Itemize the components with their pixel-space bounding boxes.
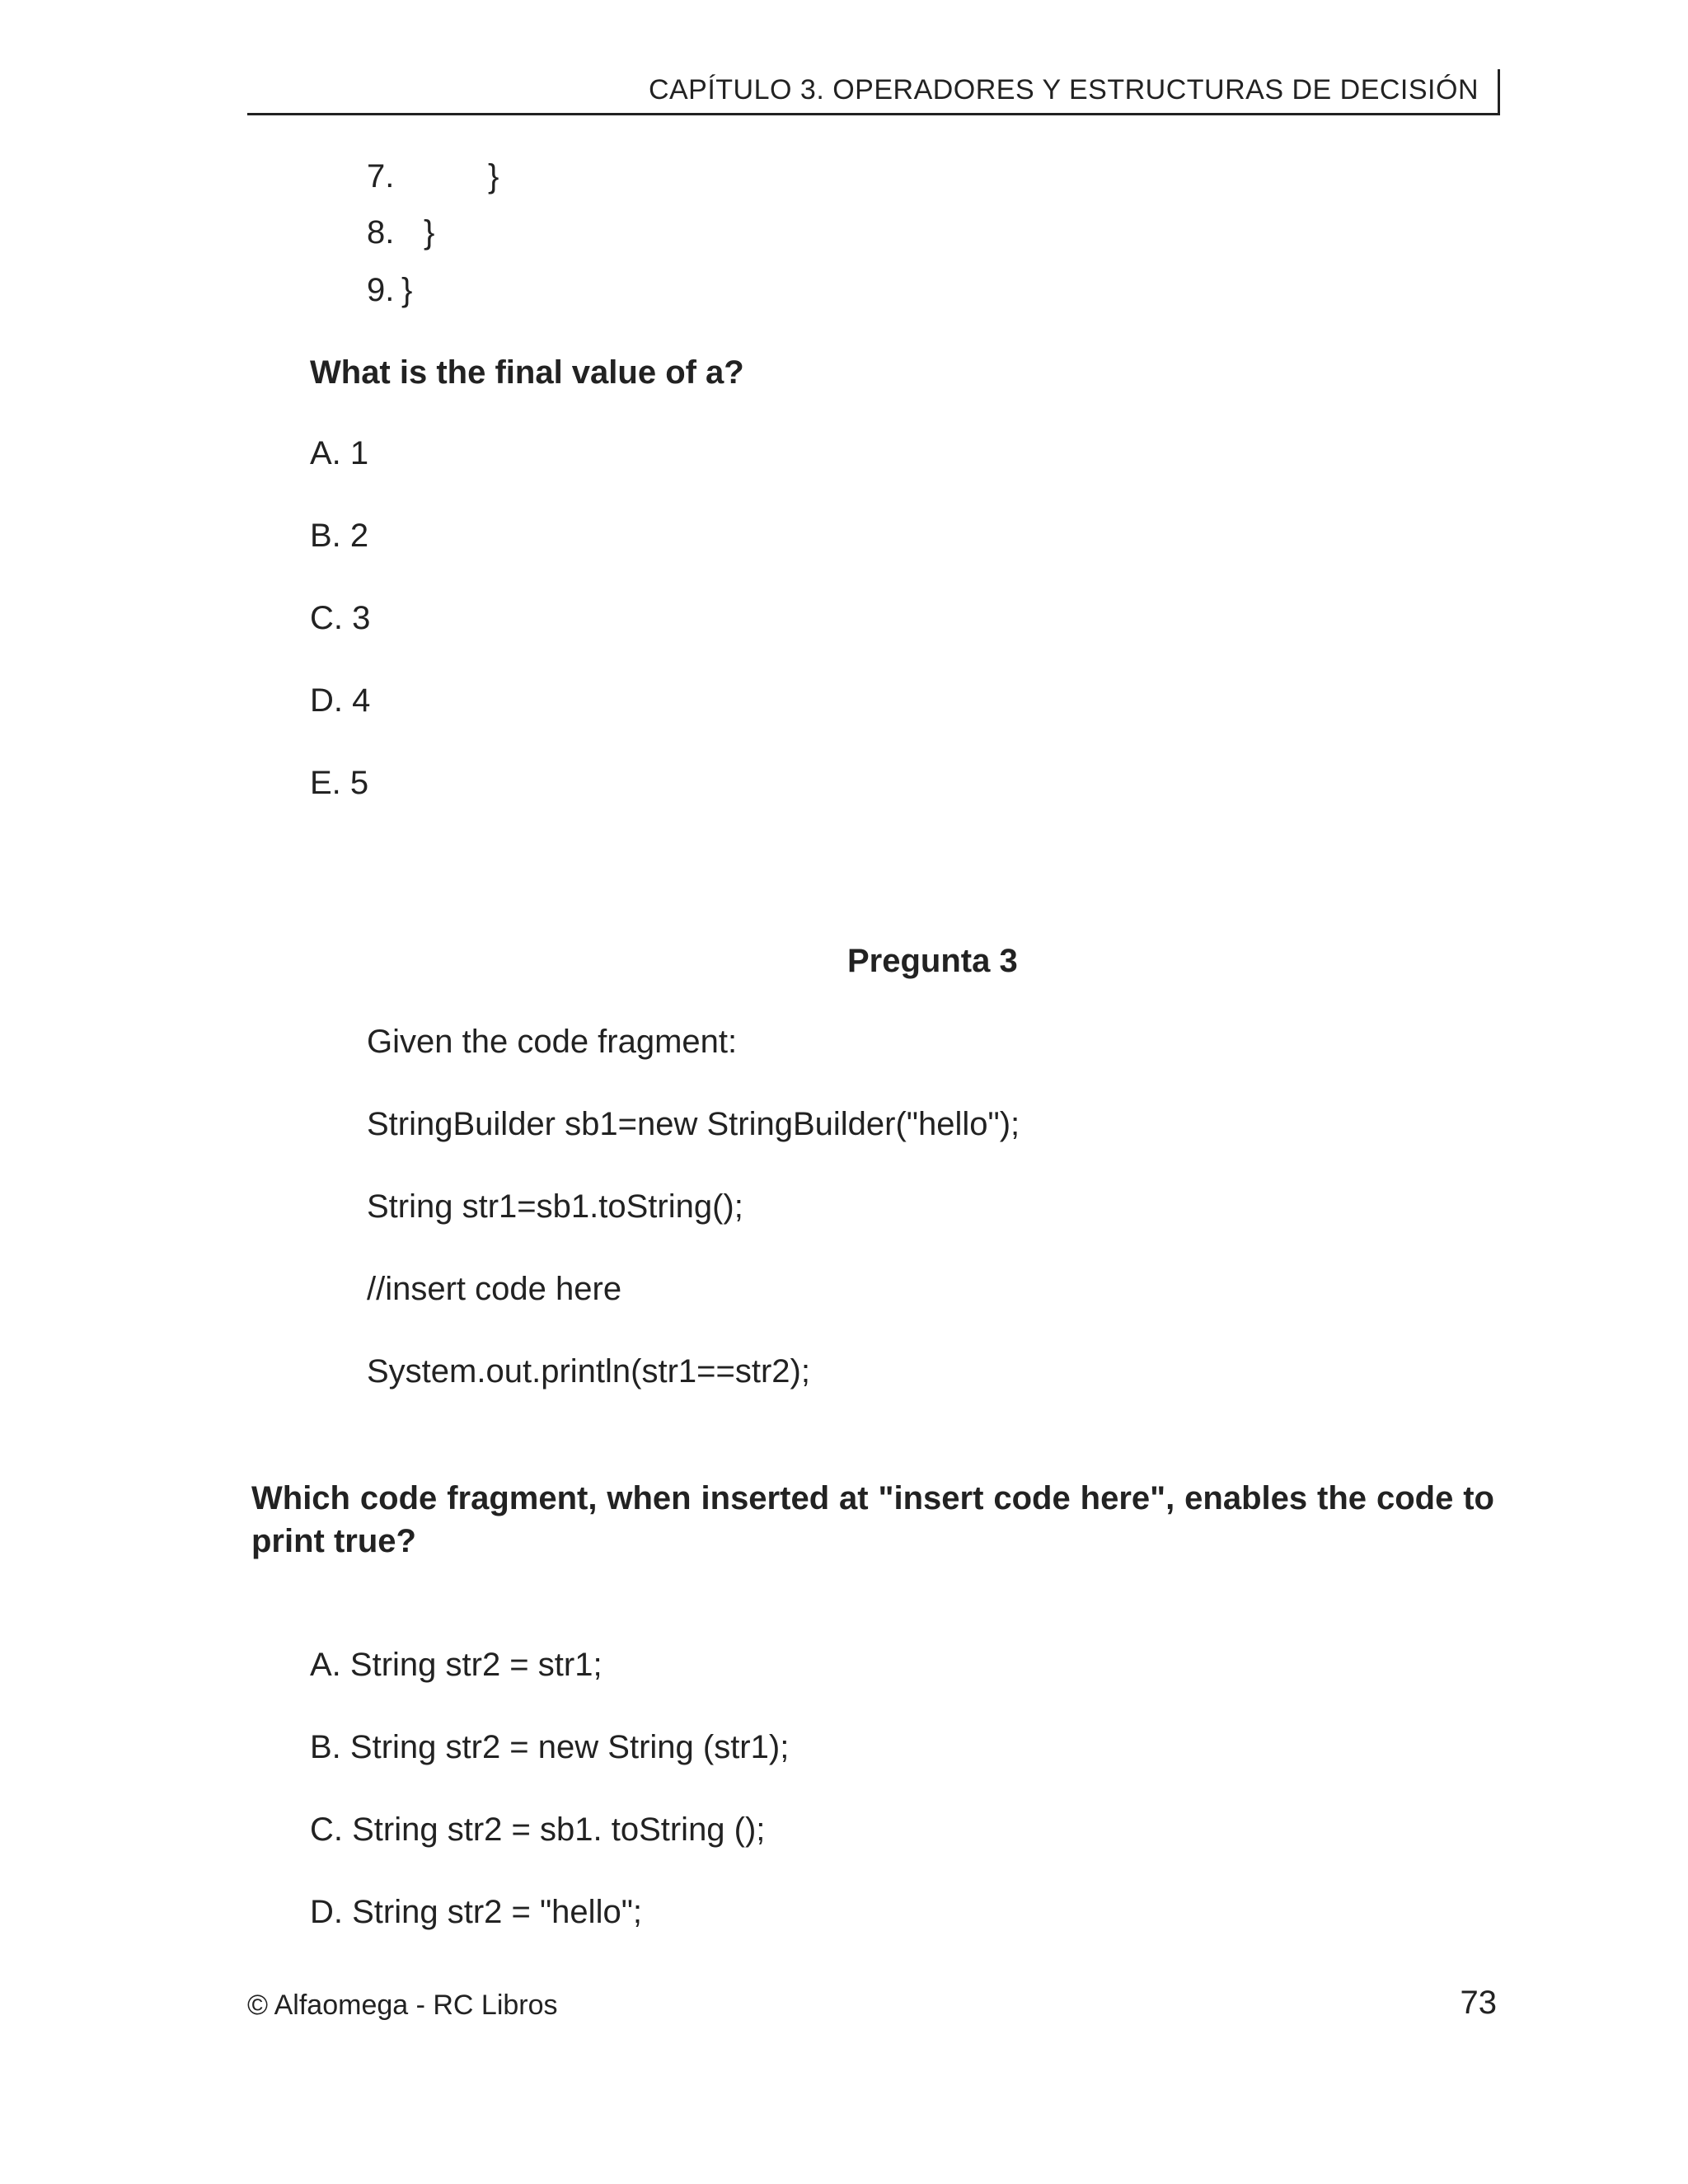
chapter-header: CAPÍTULO 3. OPERADORES Y ESTRUCTURAS DE DECISIÓN <box>648 74 1479 105</box>
answer-option: D. String str2 = "hello"; <box>310 1894 643 1930</box>
page-number: 73 <box>1460 1985 1497 2021</box>
code-line-number: 8. <box>367 214 395 251</box>
answer-option: A. 1 <box>310 435 369 471</box>
code-line: System.out.println(str1==str2); <box>367 1353 810 1390</box>
code-line: String str1=sb1.toString(); <box>367 1188 743 1225</box>
question-prompt: What is the final value of a? <box>310 354 744 391</box>
question-intro: Given the code fragment: <box>367 1024 738 1060</box>
code-line-number: 7. <box>367 158 395 194</box>
header-vertical-bar <box>1498 69 1500 115</box>
answer-option: C. String str2 = sb1. toString (); <box>310 1811 766 1848</box>
question-prompt: Which code fragment, when inserted at "insert code here", enables the code to print true? <box>251 1480 1494 1559</box>
question-title: Pregunta 3 <box>847 943 1018 979</box>
code-line: StringBuilder sb1=new StringBuilder("hello"); <box>367 1106 1020 1142</box>
code-line: //insert code here <box>367 1271 622 1307</box>
answer-option: B. 2 <box>310 518 369 554</box>
answer-option: D. 4 <box>310 682 371 719</box>
answer-option: A. String str2 = str1; <box>310 1647 603 1683</box>
code-brace: } <box>401 272 413 308</box>
answer-option: B. String str2 = new String (str1); <box>310 1729 790 1765</box>
answer-option: E. 5 <box>310 765 369 801</box>
answer-option: C. 3 <box>310 600 371 636</box>
header-rule <box>247 113 1500 115</box>
code-brace: } <box>488 158 499 194</box>
code-brace: } <box>424 214 435 251</box>
code-line-number: 9. <box>367 272 395 308</box>
publisher-footer: © Alfaomega - RC Libros <box>247 1990 558 2021</box>
